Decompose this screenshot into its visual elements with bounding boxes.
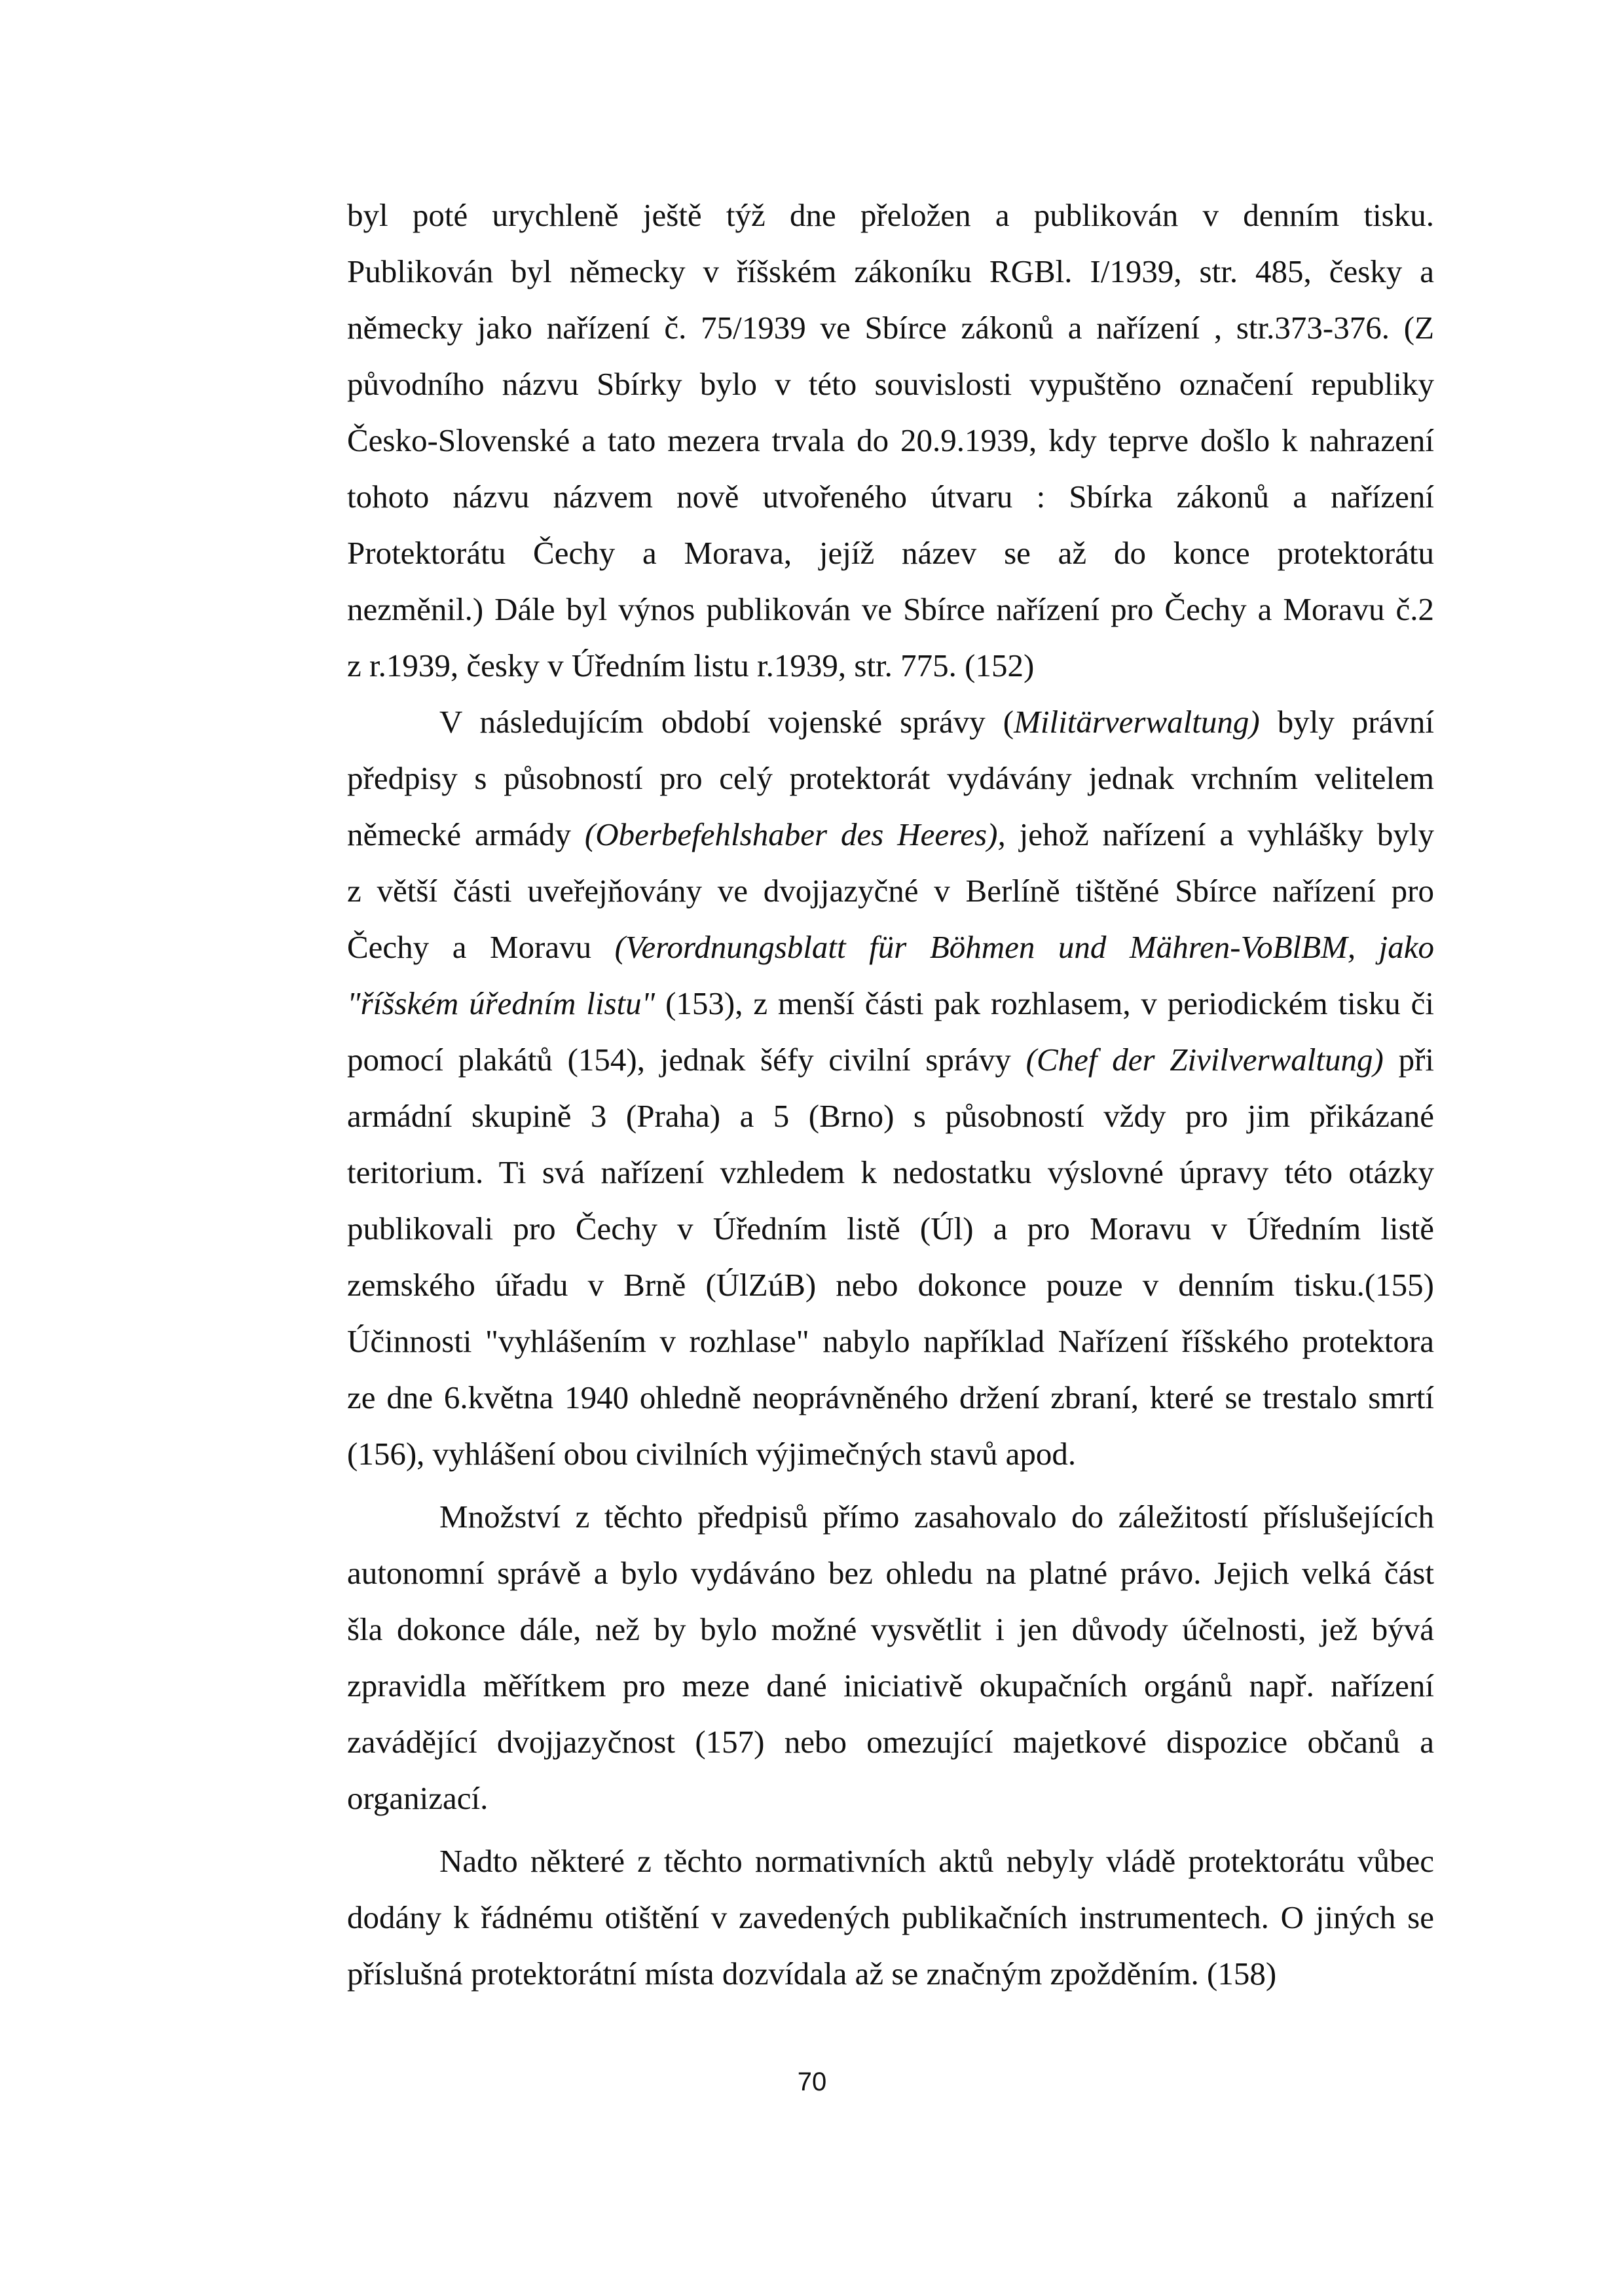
text-segment: organizací. (347, 1780, 489, 1816)
text-line (347, 1833, 1434, 1889)
text-line (347, 244, 1434, 300)
text-segment: Česko-Slovenské a tato mezera trvala do 20.9.1939, kdy teprve došlo k nahrazení (347, 422, 1434, 458)
text-line (347, 581, 1434, 638)
text-segment: Čechy a Moravu (347, 929, 615, 965)
body-text (347, 187, 1434, 2002)
text-segment: německy jako nařízení č. 75/1939 ve Sbírce zákonů a nařízení , str.373-376. (Z (347, 310, 1434, 346)
text-line (347, 1770, 1434, 1827)
italic-text: "říšském úředním listu" (347, 985, 655, 1021)
text-line (347, 469, 1434, 525)
text-segment: jehož nařízení a vyhlášky byly (1005, 816, 1434, 852)
text-line (347, 638, 1434, 694)
italic-text: (Verordnungsblatt für Böhmen und Mähren-VoBlBM, jako (614, 929, 1434, 965)
text-segment: Publikován byl německy v říšském zákoníku RGBl. I/1939, str. 485, česky a (347, 253, 1434, 289)
italic-text: (Chef der Zivilverwaltung) (1025, 1042, 1384, 1078)
text-segment: Nadto některé z těchto normativních aktů nebyly vládě protektorátu vůbec (439, 1843, 1434, 1879)
italic-text: Militärverwaltung) (1014, 704, 1260, 740)
text-line (347, 1601, 1434, 1658)
text-line (347, 525, 1434, 581)
text-line (347, 863, 1434, 919)
text-segment: předpisy s působností pro celý protektorát vydávány jednak vrchním velitelem (347, 760, 1434, 796)
text-line (347, 1144, 1434, 1201)
text-line (347, 187, 1434, 244)
text-segment: autonomní správě a bylo vydáváno bez ohledu na platné právo. Jejich velká část (347, 1555, 1434, 1591)
text-segment: (153), z menší části pak rozhlasem, v periodickém tisku či (655, 985, 1434, 1021)
text-line (347, 694, 1434, 750)
page-number: 70 (797, 2068, 827, 2096)
text-segment: německé armády (347, 816, 585, 852)
text-line (347, 1257, 1434, 1313)
text-line (347, 1946, 1434, 2002)
text-line (347, 1489, 1434, 1545)
text-segment: při (1383, 1042, 1434, 1078)
text-line (347, 807, 1434, 863)
text-segment: zemského úřadu v Brně (ÚlZúB) nebo dokonce pouze v denním tisku.(155) (347, 1267, 1434, 1303)
text-line (347, 1370, 1434, 1426)
text-segment: šla dokonce dále, než by bylo možné vysvětlit i jen důvody účelnosti, jež bývá (347, 1611, 1434, 1647)
italic-text: (Oberbefehlshaber des Heeres), (584, 816, 1006, 852)
text-line (347, 300, 1434, 356)
text-line (347, 1088, 1434, 1144)
text-line (347, 750, 1434, 807)
text-segment: byl poté urychleně ještě týž dne přeložen a publikován v denním tisku. (347, 197, 1434, 233)
text-segment: zpravidla měřítkem pro meze dané iniciativě okupačních orgánů např. nařízení (347, 1667, 1434, 1704)
text-segment: zavádějící dvojjazyčnost (157) nebo omezující majetkové dispozice občanů a (347, 1724, 1434, 1760)
text-line (347, 1426, 1434, 1482)
text-segment: publikovali pro Čechy v Úředním listě (Úl) a pro Moravu v Úředním listě (347, 1211, 1434, 1247)
text-line (347, 1889, 1434, 1946)
text-line (347, 356, 1434, 412)
text-segment: Účinnosti "vyhlášením v rozhlase" nabylo například Nařízení říšského protektora (347, 1323, 1434, 1359)
text-segment: V následujícím období vojenské správy ( (439, 704, 1014, 740)
text-line (347, 1313, 1434, 1370)
text-segment: z větší části uveřejňovány ve dvojjazyčné v Berlíně tištěné Sbírce nařízení pro (347, 873, 1434, 909)
text-segment: z r.1939, česky v Úředním listu r.1939, str. 775. (152) (347, 647, 1035, 683)
text-line (347, 1714, 1434, 1770)
text-segment: dodány k řádnému otištění v zavedených publikačních instrumentech. O jiných se (347, 1899, 1434, 1935)
text-segment: Protektorátu Čechy a Morava, jejíž název se až do konce protektorátu (347, 535, 1434, 571)
text-segment: nezměnil.) Dále byl výnos publikován ve Sbírce nařízení pro Čechy a Moravu č.2 (347, 591, 1434, 627)
text-line (347, 1201, 1434, 1257)
text-segment: Množství z těchto předpisů přímo zasahovalo do záležitostí příslušejících (439, 1499, 1434, 1535)
text-line (347, 1658, 1434, 1714)
text-line (347, 975, 1434, 1032)
text-segment: pomocí plakátů (154), jednak šéfy civilní správy (347, 1042, 1026, 1078)
text-segment: tohoto názvu názvem nově utvořeného útvaru : Sbírka zákonů a nařízení (347, 479, 1434, 515)
text-segment: původního názvu Sbírky bylo v této souvislosti vypuštěno označení republiky (347, 366, 1434, 402)
text-segment: (156), vyhlášení obou civilních výjimečných stavů apod. (347, 1436, 1077, 1472)
text-segment: příslušná protektorátní místa dozvídala až se značným zpožděním. (158) (347, 1956, 1277, 1992)
text-segment: ze dne 6.května 1940 ohledně neoprávněného držení zbraní, které se trestalo smrtí (347, 1379, 1434, 1415)
text-line (347, 1545, 1434, 1601)
text-segment: byly právní (1259, 704, 1434, 740)
text-line (347, 919, 1434, 975)
text-line (347, 412, 1434, 469)
text-line (347, 1032, 1434, 1088)
text-segment: teritorium. Ti svá nařízení vzhledem k nedostatku výslovné úpravy této otázky (347, 1154, 1434, 1190)
text-segment: armádní skupině 3 (Praha) a 5 (Brno) s působností vždy pro jim přikázané (347, 1098, 1434, 1134)
